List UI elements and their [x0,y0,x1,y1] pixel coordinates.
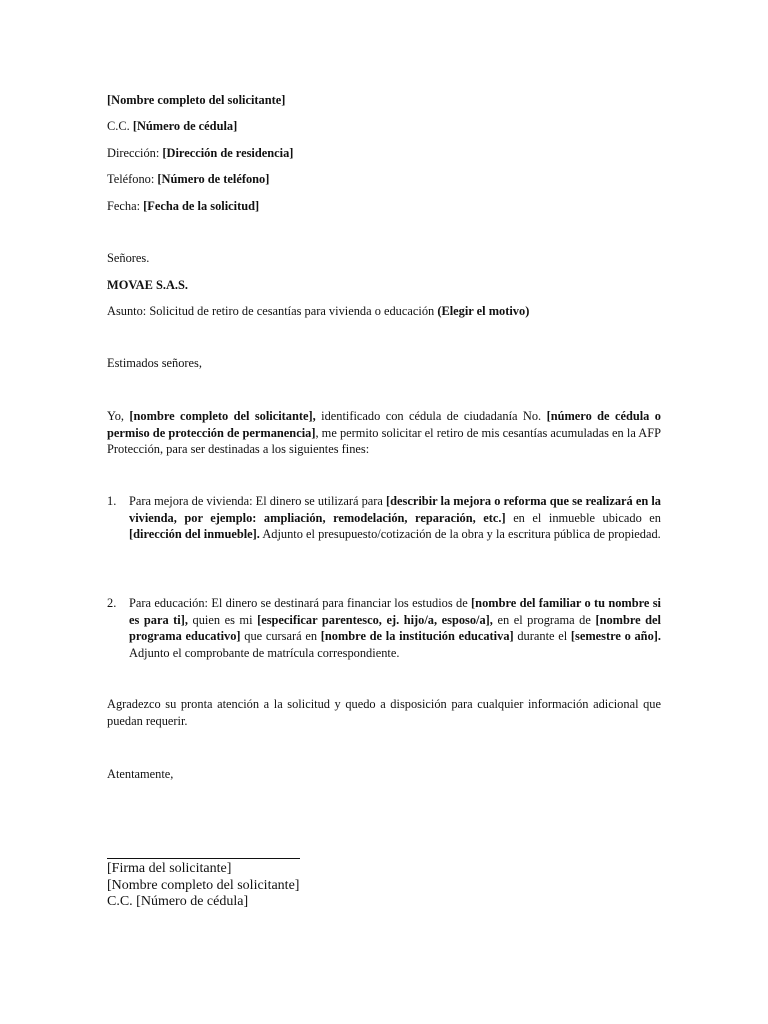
company-name: MOVAE S.A.S. [107,278,189,292]
closing-paragraph: Agradezco su pronta atención a la solicitud y quedo a disposición para cualquier información adicional que puedan requerir. [107,697,661,728]
subject-line: Asunto: Solicitud de retiro de cesantías para vivienda o educación (Elegir el motivo) [107,304,530,318]
applicant-address: Dirección: [Dirección de residencia] [107,146,294,160]
signature-id: C.C. [Número de cédula] [107,894,249,909]
farewell: Atentamente, [107,767,174,781]
list-item-education [107,595,662,661]
greeting: Estimados señores, [107,356,202,370]
list-number: 2. [107,596,117,610]
list-item-housing [107,493,661,543]
list-item-text: Para educación: El dinero se destinará para financiar los estudios de [nombre del familiar o tu nombre si es para ti], quien es mi [especificar parentesco, ej. hijo/a, esposo/a], en el programa de [nombre del programa educativo] que cursará en [nombre de la institución educativa] durante el [semestre o año]. Adjunto el comprobante de matrícula correspondiente. [129,596,662,660]
applicant-name: [Nombre completo del solicitante] [107,93,286,107]
signature-line [107,858,300,859]
salutation: Señores. [107,251,150,265]
signature-name: [Nombre completo del solicitante] [107,878,300,893]
list-number: 1. [107,494,117,508]
signature-label: [Firma del solicitante] [107,861,232,876]
list-item-text: Para mejora de vivienda: El dinero se utilizará para [describir la mejora o reforma que se realizará en la vivienda, por ejemplo: ampliación, remodelación, reparación, etc.] en el inmueble ubicado en [dirección del inmueble]. Adjunto el presupuesto/cotización de la obra y la escritura pública de propiedad. [129,494,661,541]
request-date: Fecha: [Fecha de la solicitud] [107,199,260,213]
intro-paragraph: Yo, [nombre completo del solicitante], identificado con cédula de ciudadanía No. [número de cédula o permiso de protección de permanencia], me permito solicitar el retiro de mis cesantías acumuladas en la AFP Protección, para ser destinadas a los siguientes fines: [107,409,661,456]
applicant-phone: Teléfono: [Número de teléfono] [107,172,270,186]
applicant-id: C.C. [Número de cédula] [107,119,238,133]
